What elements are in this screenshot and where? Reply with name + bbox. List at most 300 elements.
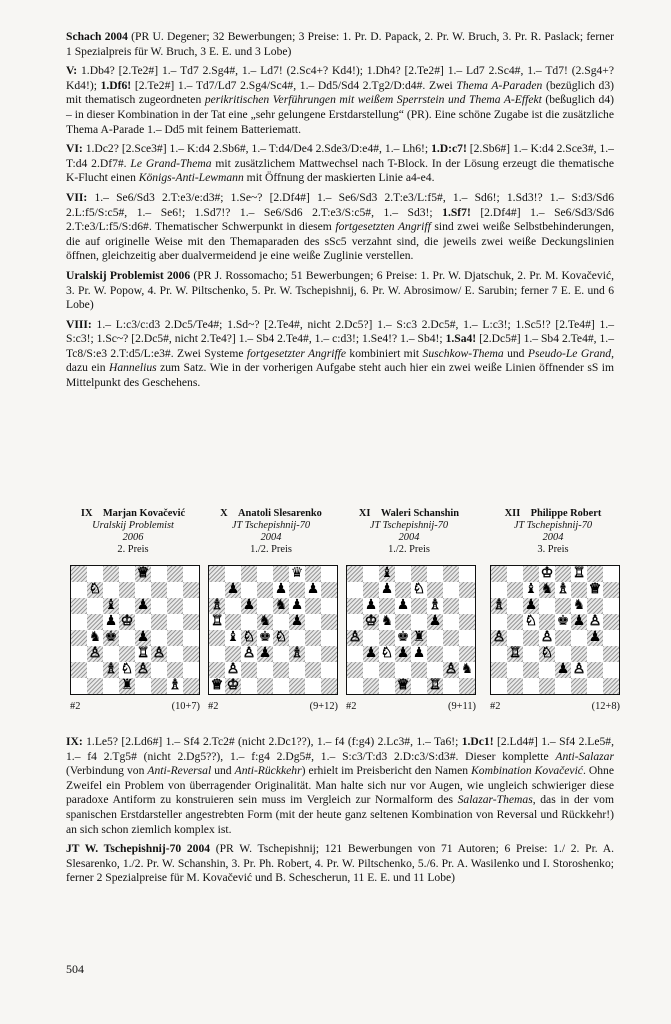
text-run: (bezüglich d3) mit thematisch zugeordneten	[66, 78, 615, 107]
piece-count: (9+11)	[448, 701, 476, 712]
italic-text: Suschkow-Thema	[422, 346, 504, 360]
board-square	[523, 614, 539, 630]
diagram-source: Uralskij Problemist	[92, 520, 174, 531]
chess-piece-icon: ♝	[226, 629, 240, 645]
board-square	[427, 566, 443, 582]
text-run: [2.Ld4#] 1.– Sf4 2.Le5#, 1.– f4 2.Tg5# (nicht 2.Dg5??), 1.– f:g4 2.Dg5#, 1.– S:c3/T:d3 2.D:c3/S:d3#. Dieser komplette	[66, 735, 614, 763]
board-square	[119, 582, 135, 598]
text-run: ) erhielt im Preisbericht den Namen	[301, 764, 472, 778]
diagram-heading	[66, 508, 200, 556]
board-square	[443, 582, 459, 598]
board-square	[523, 566, 539, 582]
board-square	[135, 566, 151, 582]
page-number: 504	[66, 962, 84, 976]
bold-text: 1.Dc1!	[461, 735, 494, 748]
board-square	[443, 678, 459, 694]
board-square	[427, 582, 443, 598]
board-square	[305, 630, 321, 646]
chess-piece-icon: ♟	[364, 597, 378, 613]
chess-piece-icon: ♗	[290, 645, 304, 661]
board-square	[555, 566, 571, 582]
chess-diagram	[342, 508, 476, 730]
chess-piece-icon: ♙	[242, 645, 256, 661]
text-run: kombiniert mit	[346, 346, 423, 360]
board-square	[395, 646, 411, 662]
board-square	[103, 662, 119, 678]
chess-piece-icon: ♙	[226, 661, 240, 677]
diagram-number: X	[220, 508, 228, 519]
board-square	[273, 630, 289, 646]
board-square	[587, 566, 603, 582]
board-square	[71, 646, 87, 662]
paragraph	[66, 318, 614, 391]
board-square	[167, 598, 183, 614]
board-square	[167, 678, 183, 694]
board-square	[523, 678, 539, 694]
board-square	[321, 646, 337, 662]
chess-piece-icon: ♔	[364, 613, 378, 629]
board-square	[209, 630, 225, 646]
italic-text: Thema A-Paraden	[456, 78, 543, 92]
board-square	[151, 662, 167, 678]
diagram-heading	[486, 508, 620, 556]
board-square	[209, 678, 225, 694]
board-square	[321, 582, 337, 598]
text-run: (Verbindung von	[66, 764, 148, 778]
board-square	[587, 582, 603, 598]
text-run: . Ohne Zweifel ein Problem von überragender Originalität. Man halte sich nur vor Augen, wie ungleich schwieriger diese paradoxe Antiform zu konstruieren sein muss im Vergleich zur Normalform des	[66, 764, 614, 807]
diagram-source: JT Tschepishnij-70	[369, 520, 449, 531]
italic-text: Hannelius	[108, 361, 157, 375]
board-square	[555, 598, 571, 614]
board-square	[103, 678, 119, 694]
board-square	[363, 630, 379, 646]
board-square	[587, 646, 603, 662]
diagram-year: 2004	[260, 532, 282, 543]
board-square	[587, 678, 603, 694]
board-square	[135, 646, 151, 662]
board-square	[443, 566, 459, 582]
board-square	[427, 614, 443, 630]
board-square	[71, 582, 87, 598]
bold-text: VIII:	[66, 317, 92, 331]
italic-text: Le Grand-Thema	[130, 156, 212, 170]
board-square	[321, 614, 337, 630]
board-square	[395, 630, 411, 646]
board-square	[225, 630, 241, 646]
chess-piece-icon: ♖	[572, 565, 586, 581]
board-square	[71, 614, 87, 630]
board-square	[241, 662, 257, 678]
board-square	[459, 662, 475, 678]
board-square	[305, 614, 321, 630]
diagram-footer	[70, 701, 200, 712]
diagram-heading	[204, 508, 338, 556]
board-square	[151, 646, 167, 662]
board-square	[539, 566, 555, 582]
diagram-prize: 3. Preis	[537, 544, 569, 555]
board-square	[459, 614, 475, 630]
chess-piece-icon: ♞	[460, 661, 474, 677]
board-square	[603, 678, 619, 694]
diagram-source: JT Tschepishnij-70	[513, 520, 593, 531]
paragraph	[66, 142, 614, 186]
board-square	[363, 582, 379, 598]
board-square	[71, 598, 87, 614]
text-run: (PR U. Degener; 32 Bewerbungen; 3 Preise: 1. Pr. D. Papack, 2. Pr. W. Bruch, 3. Pr. R. Paslack; ferner 1 Spezialpreis für W. Bruch, 3 E. E. und 3 Lobe)	[66, 30, 614, 58]
bold-text: 1.Sf7!	[442, 205, 471, 219]
board-square	[395, 598, 411, 614]
chess-piece-icon: ♟	[306, 581, 320, 597]
board-square	[119, 630, 135, 646]
diagram-footer	[346, 701, 476, 712]
board-square	[87, 646, 103, 662]
chess-piece-icon: ♗	[104, 661, 118, 677]
italic-text: Anti-Reversal	[147, 764, 212, 778]
board-square	[71, 678, 87, 694]
diagram-number: XI	[358, 508, 371, 519]
board-square	[87, 614, 103, 630]
chess-board	[490, 565, 620, 695]
board-square	[119, 614, 135, 630]
board-square	[87, 582, 103, 598]
board-square	[427, 646, 443, 662]
board-square	[507, 646, 523, 662]
board-square	[87, 598, 103, 614]
bold-text: JT W. Tschepishnij-70 2004	[66, 842, 211, 856]
board-square	[587, 598, 603, 614]
board-square	[119, 662, 135, 678]
chess-piece-icon: ♘	[380, 645, 394, 661]
board-square	[225, 662, 241, 678]
chess-piece-icon: ♝	[104, 597, 118, 613]
board-square	[321, 566, 337, 582]
chess-piece-icon: ♟	[290, 613, 304, 629]
board-square	[571, 678, 587, 694]
diagram-row	[66, 508, 620, 730]
chess-piece-icon: ♙	[136, 661, 150, 677]
chess-piece-icon: ♕	[210, 677, 224, 693]
board-square	[151, 598, 167, 614]
chess-diagram	[486, 508, 620, 730]
board-square	[587, 614, 603, 630]
board-square	[225, 678, 241, 694]
board-square	[411, 678, 427, 694]
bold-text: IX:	[66, 735, 83, 748]
board-square	[507, 614, 523, 630]
board-square	[427, 662, 443, 678]
board-square	[241, 566, 257, 582]
board-square	[273, 646, 289, 662]
chess-piece-icon: ♖	[428, 677, 442, 693]
board-square	[347, 582, 363, 598]
board-square	[167, 662, 183, 678]
board-square	[135, 614, 151, 630]
board-square	[379, 630, 395, 646]
chess-piece-icon: ♟	[136, 597, 150, 613]
board-square	[363, 598, 379, 614]
board-square	[379, 566, 395, 582]
board-square	[459, 646, 475, 662]
composer-name: Waleri Schanshin	[380, 508, 460, 519]
bold-text: 1.Sa4!	[445, 332, 477, 346]
paragraph	[66, 269, 614, 313]
chess-piece-icon: ♞	[274, 597, 288, 613]
chess-piece-icon: ♟	[428, 613, 442, 629]
board-square	[491, 630, 507, 646]
piece-count: (9+12)	[309, 701, 338, 712]
chess-piece-icon: ♟	[396, 645, 410, 661]
text-run: (PR W. Tschepishnij; 121 Bewerbungen von 71 Autoren; 6 Preise: 1./ 2. Pr. A. Slesarenko, 1./2. Pr. W. Schanshin, 3. Pr. Ph. Robert, 4. Pr. W. Piltschenko, 5./6. Pr. A. Wasilenko und I. Storoshenko; ferner 2 Spezialpreise für M. Kovačević und B. Schescherun, 11 E. E. und 11 Lobe)	[66, 842, 614, 885]
board-square	[555, 646, 571, 662]
board-square	[289, 614, 305, 630]
chess-piece-icon: ♔	[120, 613, 134, 629]
board-square	[257, 646, 273, 662]
chess-diagram	[204, 508, 338, 730]
paragraph	[66, 191, 614, 264]
board-square	[305, 566, 321, 582]
chess-piece-icon: ♞	[572, 597, 586, 613]
board-square	[257, 662, 273, 678]
board-square	[571, 662, 587, 678]
board-square	[289, 646, 305, 662]
board-square	[103, 598, 119, 614]
chess-piece-icon: ♕	[396, 677, 410, 693]
board-square	[379, 662, 395, 678]
board-square	[273, 566, 289, 582]
board-square	[539, 662, 555, 678]
board-square	[209, 646, 225, 662]
chess-piece-icon: ♘	[412, 581, 426, 597]
board-square	[363, 662, 379, 678]
board-square	[103, 646, 119, 662]
board-square	[603, 582, 619, 598]
board-square	[225, 598, 241, 614]
board-square	[587, 662, 603, 678]
chess-piece-icon: ♖	[210, 613, 224, 629]
text-run: (beßuglich d4) – in dieser Kombination in der Tat eine „sehr gelungene Erstdarstellung“ (PR). Eine schöne Zugabe ist die zusätzliche Thema A-Parade 1.– Dd5 mit feinem Batteriematt.	[66, 93, 614, 136]
board-square	[491, 646, 507, 662]
board-square	[539, 678, 555, 694]
chess-piece-icon: ♟	[588, 629, 602, 645]
diagram-footer	[490, 701, 620, 712]
chess-piece-icon: ♟	[396, 597, 410, 613]
bold-text: VI:	[66, 142, 83, 156]
board-square	[443, 662, 459, 678]
board-square	[273, 678, 289, 694]
stipulation: #2	[208, 701, 219, 712]
chess-piece-icon: ♟	[364, 645, 378, 661]
board-square	[225, 614, 241, 630]
board-square	[491, 566, 507, 582]
diagram-number: IX	[80, 508, 93, 519]
board-square	[119, 566, 135, 582]
italic-text: Anti-Salazar	[555, 749, 614, 763]
board-square	[135, 662, 151, 678]
paragraph	[66, 842, 614, 886]
chess-piece-icon: ♗	[428, 597, 442, 613]
board-square	[571, 614, 587, 630]
board-square	[257, 630, 273, 646]
board-square	[209, 598, 225, 614]
board-square	[427, 598, 443, 614]
board-square	[167, 646, 183, 662]
chess-piece-icon: ♟	[290, 597, 304, 613]
board-square	[87, 630, 103, 646]
board-square	[257, 582, 273, 598]
board-square	[347, 598, 363, 614]
chess-piece-icon: ♙	[588, 613, 602, 629]
board-square	[523, 582, 539, 598]
chess-piece-icon: ♟	[226, 581, 240, 597]
chess-piece-icon: ♙	[492, 629, 506, 645]
text-run: 1.– Se6/Sd3 2.T:e3/e:d3#; 1.Se~? [2.Df4#] 1.– Se6/Sd3 2.T:e3/L:f5#, 1.– Sd6!; 1.Sd3!? 1.– S:d3/Sd6 2.L:f5/S:c5#, 1.– Se6!; 1.Sd7!? 1.– Se6/Sd6 2.T:e3/S:c5#, 1.– Sd3!;	[66, 190, 614, 219]
chess-piece-icon: ♜	[120, 677, 134, 693]
paragraph	[66, 30, 614, 59]
board-square	[603, 630, 619, 646]
board-square	[119, 598, 135, 614]
diagram-year: 2006	[122, 532, 144, 543]
board-square	[289, 566, 305, 582]
board-square	[257, 598, 273, 614]
chess-piece-icon: ♘	[524, 613, 538, 629]
board-square	[103, 630, 119, 646]
board-square	[379, 646, 395, 662]
chess-piece-icon: ♙	[444, 661, 458, 677]
board-square	[459, 678, 475, 694]
piece-count: (10+7)	[171, 701, 200, 712]
board-square	[119, 678, 135, 694]
board-square	[71, 662, 87, 678]
italic-text: fortgesetzten Angriff	[335, 220, 431, 234]
chess-diagram	[66, 508, 200, 730]
chess-board	[346, 565, 476, 695]
board-square	[459, 566, 475, 582]
diagram-year: 2004	[398, 532, 420, 543]
bold-text: Uralskij Problemist 2006	[66, 268, 191, 282]
diagram-prize: 1./2. Preis	[250, 544, 292, 555]
chess-piece-icon: ♔	[540, 565, 554, 581]
board-square	[555, 662, 571, 678]
text-run: 1.Le5? [2.Ld6#] 1.– Sf4 2.Tc2# (nicht 2.Dc1??), 1.– f4 (f:g4) 2.Lc3#, 1.– Ta6!;	[82, 735, 462, 748]
board-square	[507, 630, 523, 646]
chess-piece-icon: ♙	[540, 629, 554, 645]
chess-piece-icon: ♕	[588, 581, 602, 597]
board-square	[241, 598, 257, 614]
bold-text: Schach 2004	[66, 30, 128, 43]
board-square	[507, 566, 523, 582]
chess-piece-icon: ♝	[380, 565, 394, 581]
board-square	[257, 614, 273, 630]
board-square	[379, 678, 395, 694]
board-square	[523, 598, 539, 614]
board-square	[459, 598, 475, 614]
board-square	[347, 678, 363, 694]
bold-text: 1.Df6!	[100, 78, 132, 92]
text-run: und	[211, 764, 235, 778]
board-square	[209, 662, 225, 678]
chess-piece-icon: ♕	[136, 565, 150, 581]
text-run: [2.Sb6#] 1.– K:d4 2.Sce3#, 1.– T:d4 2.Df7#.	[66, 142, 614, 170]
board-square	[183, 598, 199, 614]
board-square	[523, 630, 539, 646]
board-square	[539, 646, 555, 662]
text-run: (PR J. Rossomacho; 51 Bewerbungen; 6 Preise: 1. Pr. W. Djatschuk, 2. Pr. M. Kovačević, 3. Pr. W. Popow, 4. Pr. W. Piltschenko, 5. Pr. W. Tschepishnij, 6. Pr. W. Abrosimow/ E. Sarubin; ferner 7 E. E. und 6 Lobe)	[66, 268, 614, 312]
chess-piece-icon: ♝	[524, 581, 538, 597]
board-square	[347, 566, 363, 582]
diagram-footer	[208, 701, 338, 712]
board-square	[395, 614, 411, 630]
board-square	[363, 566, 379, 582]
chess-piece-icon: ♟	[556, 661, 570, 677]
board-square	[241, 630, 257, 646]
board-square	[443, 646, 459, 662]
text-run: zum Satz. Wie in der vorherigen Aufgabe steht auch hier ein zwei weiße Linien öffnender sS im Mittelpunkt des Geschehens.	[66, 361, 614, 390]
board-square	[241, 582, 257, 598]
text-column-top	[66, 30, 614, 396]
board-square	[183, 678, 199, 694]
board-square	[523, 662, 539, 678]
text-run: und	[503, 346, 528, 360]
board-square	[539, 630, 555, 646]
board-square	[347, 662, 363, 678]
chess-piece-icon: ♟	[104, 613, 118, 629]
board-square	[321, 678, 337, 694]
chess-piece-icon: ♗	[210, 597, 224, 613]
chess-piece-icon: ♙	[88, 645, 102, 661]
chess-piece-icon: ♙	[572, 661, 586, 677]
board-square	[443, 630, 459, 646]
chess-piece-icon: ♗	[492, 597, 506, 613]
text-run: , das in der vom spanischen Erstdarsteller angestrebten Form (mit der heute ganz seltenen Kombination von Reversal und Rückkehr!) an sich schon ziemlich komplex ist.	[66, 793, 614, 836]
board-square	[151, 630, 167, 646]
board-square	[305, 662, 321, 678]
chess-piece-icon: ♞	[540, 581, 554, 597]
chess-piece-icon: ♟	[572, 613, 586, 629]
board-square	[411, 582, 427, 598]
italic-text: Königs-Anti-Lewmann	[138, 171, 244, 185]
board-square	[87, 678, 103, 694]
board-square	[347, 630, 363, 646]
board-square	[347, 614, 363, 630]
chess-piece-icon: ♙	[152, 645, 166, 661]
board-square	[571, 598, 587, 614]
board-square	[183, 646, 199, 662]
board-square	[241, 614, 257, 630]
diagram-heading	[342, 508, 476, 556]
board-square	[225, 566, 241, 582]
board-square	[119, 646, 135, 662]
board-square	[151, 582, 167, 598]
board-square	[289, 630, 305, 646]
board-square	[183, 582, 199, 598]
board-square	[363, 614, 379, 630]
board-square	[289, 662, 305, 678]
board-square	[257, 678, 273, 694]
board-square	[555, 678, 571, 694]
board-square	[183, 662, 199, 678]
stipulation: #2	[70, 701, 81, 712]
bold-text: VII:	[66, 190, 88, 204]
chess-piece-icon: ♘	[120, 661, 134, 677]
board-square	[241, 678, 257, 694]
text-run: sind zwei weiße Selbstbehinderungen, die auf originelle Weise mit den Themaparaden des sSc5 verzahnt sind, die jeweils zwei weiße Deckungslinien öffnen, gleichzeitig aber dualvermeidend je eine weiße Zuglinie verstellen.	[66, 220, 614, 263]
board-square	[603, 598, 619, 614]
board-square	[491, 598, 507, 614]
board-square	[209, 614, 225, 630]
stipulation: #2	[490, 701, 501, 712]
board-square	[507, 662, 523, 678]
